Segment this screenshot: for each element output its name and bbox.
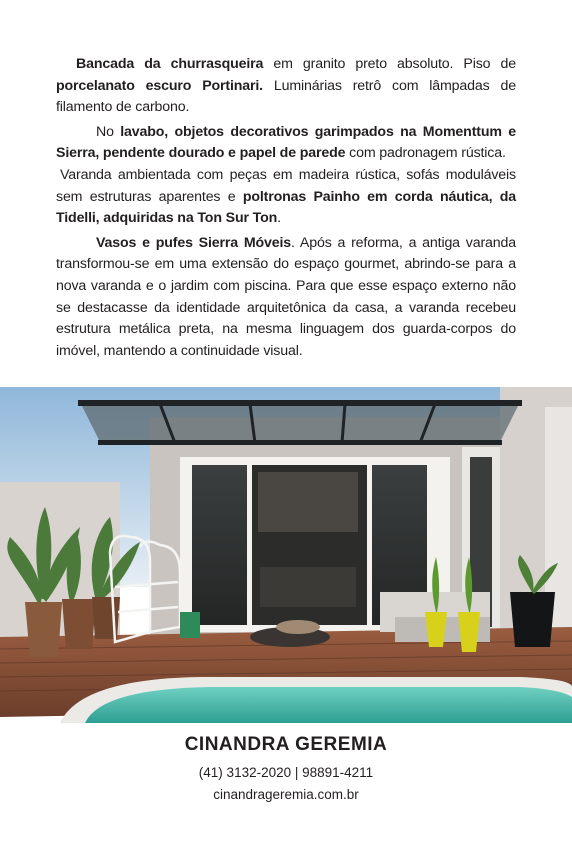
- p3-run-0: Varanda ambientada com peças em madeira rústica, sofás moduláveis sem estruturas aparentes e: [56, 166, 516, 205]
- p4-run-1: . Após a reforma, a antiga varanda transformou-se em uma extensão do espaço gourmet, abrindo-se para a nova varanda e o jardim com piscina. Para que esse espaço externo não se destacasse da identidade arquitetônica da casa, a varanda recebeu estrutura metálica preta, na mesma linguagem dos guarda-corpos do imóvel, mantendo a continuidade visual.: [56, 234, 516, 359]
- website-link[interactable]: cinandrageremia.com.br: [213, 787, 359, 802]
- designer-name: CINANDRA GEREMIA: [184, 734, 388, 755]
- paragraph-varanda: [56, 165, 516, 230]
- p3-run-1: poltronas Painho em corda náutica, da Tidelli, adquiridas na Ton Sur Ton: [56, 188, 516, 227]
- article-text: [56, 54, 516, 362]
- paragraph-lavabo: [56, 122, 516, 165]
- p1-run-2: porcelanato escuro Portinari.: [56, 77, 263, 94]
- p2-run-2: com padronagem rústica.: [345, 145, 506, 162]
- p1-run-3: Luminárias retrô com lâmpadas de filamento de carbono.: [56, 77, 516, 116]
- footer: [0, 730, 572, 806]
- phone-numbers: (41) 3132-2020 | 98891-4211: [198, 765, 374, 780]
- paragraph-vasos: [56, 233, 516, 363]
- p1-run-1: em granito preto absoluto. Piso de: [263, 56, 516, 72]
- paragraph-churrasqueira: [56, 54, 516, 119]
- p1-run-0: Bancada da churrasqueira: [76, 56, 264, 72]
- p2-run-1: lavabo, objetos decorativos garimpados na Momenttum e Sierra, pendente dourado e papel de parede: [56, 123, 516, 162]
- p2-run-0: No: [96, 123, 121, 140]
- p3-run-2: .: [277, 210, 281, 227]
- veranda-pool-photo: [0, 387, 572, 723]
- p4-run-0: Vasos e pufes Sierra Móveis: [96, 234, 292, 251]
